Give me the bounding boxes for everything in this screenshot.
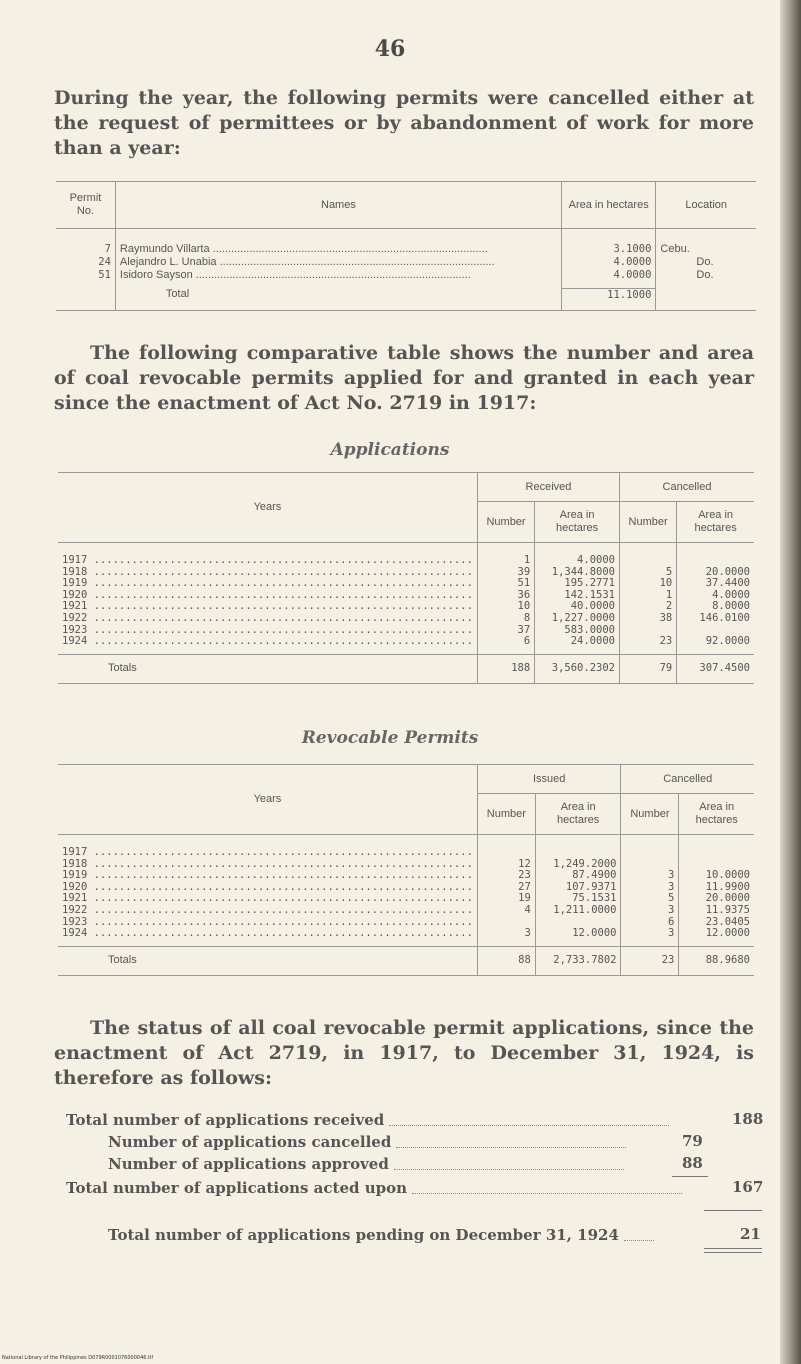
value-cell: 24.0000 <box>535 636 620 654</box>
total-area: 11.1000 <box>561 288 655 311</box>
value-cell: 1 <box>477 543 534 567</box>
status-label: Number of applications cancelled <box>108 1133 392 1151</box>
table-row <box>58 917 754 929</box>
value-cell: 6 <box>477 636 534 654</box>
header-number: Number <box>477 794 535 835</box>
status-value: 188 <box>732 1110 764 1128</box>
header-issued: Issued <box>477 765 621 794</box>
value-cell: 5 <box>619 567 676 579</box>
year-cell: 1917 ............................................................ <box>62 554 473 566</box>
table-row <box>58 893 754 905</box>
header-area: Area in hectares <box>535 794 621 835</box>
value-cell: 36 <box>477 590 534 602</box>
header-cancelled: Cancelled <box>621 765 754 794</box>
year-cell: 1917 ............................................................ <box>62 846 473 858</box>
header-area: Area in hectares <box>535 502 620 543</box>
header-cancelled: Cancelled <box>619 473 754 502</box>
value-cell: 27 <box>477 882 535 894</box>
value-cell: 23 <box>477 870 535 882</box>
applications-table <box>58 472 754 684</box>
value-cell: 12.0000 <box>679 928 754 946</box>
value-cell: 11.9900 <box>679 882 754 894</box>
value-cell: 3 <box>621 928 679 946</box>
totals-row: Totals 188 3,560.2302 79 307.4500 <box>58 654 754 683</box>
table-row <box>58 590 754 602</box>
table-row <box>58 835 754 859</box>
status-value: 88 <box>682 1154 703 1172</box>
table-row <box>58 578 754 590</box>
value-cell: 1,249.2000 <box>535 859 621 871</box>
header-years: Years <box>58 473 477 543</box>
table-row <box>58 601 754 613</box>
value-cell: 75.1531 <box>535 893 621 905</box>
value-cell <box>477 835 535 859</box>
value-cell: 107.9371 <box>535 882 621 894</box>
value-cell: 142.1531 <box>535 590 620 602</box>
year-cell: 1921 ............................................................ <box>62 601 473 613</box>
value-cell: 92.0000 <box>677 636 754 654</box>
total-row <box>56 288 756 311</box>
value-cell: 146.0100 <box>677 613 754 625</box>
table-row <box>58 882 754 894</box>
status-value: 21 <box>740 1225 761 1243</box>
applications-title: Applications <box>330 440 450 460</box>
value-cell <box>535 835 621 859</box>
table-row <box>58 613 754 625</box>
table-row: 51 Isidoro Sayson .......................................................................................... 4.0000 Do. <box>56 269 756 282</box>
value-cell: 1,211.0000 <box>535 905 621 917</box>
value-cell: 20.0000 <box>677 567 754 579</box>
value-cell: 20.0000 <box>679 893 754 905</box>
value-cell: 8.0000 <box>677 601 754 613</box>
cancelled-permits-table <box>56 181 756 311</box>
value-cell: 195.2771 <box>535 578 620 590</box>
sum-rule <box>672 1176 708 1177</box>
totals-row: Totals 88 2,733.7802 23 88.9680 <box>58 946 754 975</box>
value-cell: 39 <box>477 567 534 579</box>
totals-label: Totals <box>58 654 477 683</box>
status-label: Number of applications approved <box>108 1155 389 1173</box>
value-cell <box>679 835 754 859</box>
value-cell: 10.0000 <box>679 870 754 882</box>
status-label: Total number of applications acted upon <box>66 1179 408 1197</box>
value-cell <box>621 835 679 859</box>
permittee-name: Isidoro Sayson .......................................................................................... <box>115 269 561 282</box>
year-cell: 1918 ............................................................ <box>62 858 473 870</box>
value-cell: 23 <box>619 636 676 654</box>
status-received-row <box>66 1110 669 1129</box>
value-cell: 1,344.8000 <box>535 567 620 579</box>
value-cell: 37 <box>477 625 534 637</box>
value-cell: 2 <box>619 601 676 613</box>
revocable-permits-title: Revocable Permits <box>301 728 479 748</box>
status-label: Total number of applications pending on December 31, 1924 <box>108 1226 619 1244</box>
status-paragraph: The status of all coal revocable permit applications, since the enactment of Act 2719, in 1917, to December 31, 1924, is therefore as follows: <box>54 1017 754 1089</box>
value-cell: 4 <box>477 905 535 917</box>
value-cell: 38 <box>619 613 676 625</box>
value-cell: 37.4400 <box>677 578 754 590</box>
value-cell: 3 <box>621 905 679 917</box>
header-number: Number <box>619 502 676 543</box>
year-cell: 1924 ............................................................ <box>62 928 473 940</box>
permittee-name: Alejandro L. Unabia .......................................................................................... <box>115 256 561 269</box>
value-cell: 3 <box>621 882 679 894</box>
value-cell: 19 <box>477 893 535 905</box>
header-area: Area in hectares <box>677 502 754 543</box>
table-row <box>58 636 754 654</box>
value-cell: 51 <box>477 578 534 590</box>
year-cell: 1922 ............................................................ <box>62 612 473 624</box>
table-row <box>58 859 754 871</box>
sum-rule <box>704 1210 762 1211</box>
status-acted-row <box>66 1178 682 1197</box>
year-cell: 1922 ............................................................ <box>62 904 473 916</box>
table-row <box>58 543 754 567</box>
value-cell: 10 <box>477 601 534 613</box>
table-row <box>58 870 754 882</box>
header-number: Number <box>621 794 679 835</box>
table-row: 24 Alejandro L. Unabia .......................................................................................... 4.0000 Do. <box>56 256 756 269</box>
comparative-paragraph: The following comparative table shows the number and area of coal revocable permits applied for and granted in each year since the enactment of Act No. 2719 in 1917: <box>54 342 754 414</box>
value-cell: 583.0000 <box>535 625 620 637</box>
year-cell: 1923 ............................................................ <box>62 624 473 636</box>
status-value: 79 <box>682 1132 703 1150</box>
header-names: Names <box>115 182 561 229</box>
value-cell: 12.0000 <box>535 928 621 946</box>
revocable-permits-table <box>58 764 754 976</box>
value-cell: 12 <box>477 859 535 871</box>
value-cell: 11.9375 <box>679 905 754 917</box>
status-label: Total number of applications received <box>66 1111 385 1129</box>
year-cell: 1920 ............................................................ <box>62 881 473 893</box>
intro-paragraph: During the year, the following permits were cancelled either at the request of permittees or by abandonment of work for more than a year: <box>54 87 754 159</box>
value-cell <box>677 543 754 567</box>
value-cell: 3 <box>477 928 535 946</box>
value-cell: 5 <box>621 893 679 905</box>
footer-text: National Library of the Philippines D079R0001076000046.tif <box>2 1355 154 1361</box>
book-binding-edge <box>780 0 801 1364</box>
value-cell: 40.0000 <box>535 601 620 613</box>
permittee-name: Raymundo Villarta .......................................................................................... <box>115 243 561 256</box>
page-number: 46 <box>374 36 406 62</box>
value-cell: 8 <box>477 613 534 625</box>
status-cancelled-row <box>108 1132 626 1151</box>
year-cell: 1921 ............................................................ <box>62 893 473 905</box>
table-row: 7 Raymundo Villarta .......................................................................................... 3.1000 Cebu. <box>56 243 756 256</box>
year-cell: 1918 ............................................................ <box>62 566 473 578</box>
status-pending-row <box>108 1225 654 1244</box>
header-number: Number <box>477 502 534 543</box>
value-cell: 10 <box>619 578 676 590</box>
value-cell: 23.0405 <box>679 917 754 929</box>
year-cell: 1919 ............................................................ <box>62 870 473 882</box>
value-cell <box>619 543 676 567</box>
value-cell: 6 <box>621 917 679 929</box>
table-row <box>58 928 754 946</box>
header-permit-no: Permit No. <box>56 182 115 229</box>
status-approved-row <box>108 1154 624 1173</box>
header-years: Years <box>58 765 477 835</box>
header-location: Location <box>656 182 756 229</box>
year-cell: 1920 ............................................................ <box>62 589 473 601</box>
table-row <box>58 567 754 579</box>
table-row <box>58 905 754 917</box>
totals-label: Totals <box>58 946 477 975</box>
value-cell: 87.4900 <box>535 870 621 882</box>
status-value: 167 <box>732 1178 764 1196</box>
double-rule <box>704 1248 762 1253</box>
year-cell: 1919 ............................................................ <box>62 578 473 590</box>
value-cell: 4.0000 <box>677 590 754 602</box>
header-area: Area in hectares <box>679 794 754 835</box>
header-received: Received <box>477 473 619 502</box>
table-row <box>58 625 754 637</box>
year-cell: 1923 ............................................................ <box>62 916 473 928</box>
total-label: Total <box>115 288 561 311</box>
value-cell: 3 <box>621 870 679 882</box>
value-cell: 1,227.0000 <box>535 613 620 625</box>
year-cell: 1924 ............................................................ <box>62 636 473 648</box>
header-area: Area in hectares <box>561 182 655 229</box>
value-cell: 4.0000 <box>535 543 620 567</box>
value-cell: 1 <box>619 590 676 602</box>
